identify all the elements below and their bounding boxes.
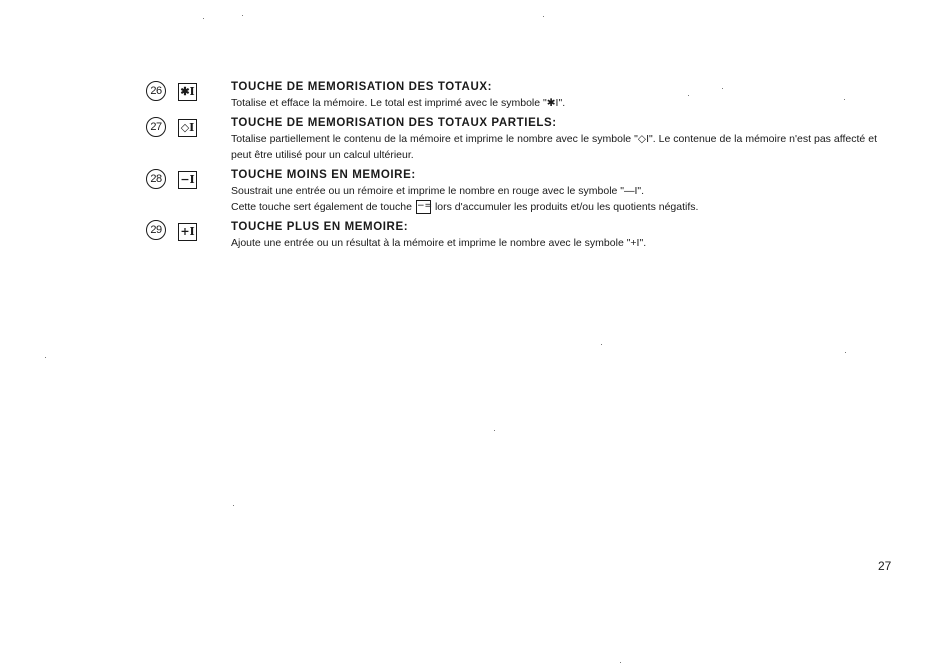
- scan-speck: [494, 430, 495, 431]
- scan-speck: [722, 88, 723, 89]
- entry-heading: TOUCHE PLUS EN MEMOIRE:: [231, 221, 409, 233]
- scan-speck: [845, 352, 846, 353]
- page-number: 27: [878, 559, 892, 573]
- entry-body: Ajoute une entrée ou un résultat à la mémoire et imprime le nombre avec le symbole "+I".: [231, 237, 647, 249]
- entry-body-second-line: [231, 199, 877, 215]
- entry-text: [231, 220, 877, 251]
- scan-speck: [844, 99, 845, 100]
- key-symbol-icon: ◇I: [178, 119, 197, 137]
- entry-heading: TOUCHE MOINS EN MEMOIRE:: [231, 169, 416, 181]
- key-symbol-icon: −I: [178, 171, 197, 189]
- entry-text: [231, 116, 877, 163]
- entry-heading: TOUCHE DE MEMORISATION DES TOTAUX:: [231, 81, 493, 93]
- key-symbol-icon: +I: [178, 223, 197, 241]
- entry-heading: TOUCHE DE MEMORISATION DES TOTAUX PARTIELS:: [231, 117, 557, 129]
- key-symbol-icon: ✱I: [178, 83, 197, 101]
- entry-body-text: Cette touche sert également de touche: [231, 201, 412, 213]
- scan-speck: [688, 95, 689, 96]
- scan-speck: [620, 662, 621, 663]
- item-number-badge: 26: [146, 81, 166, 101]
- entry-body: Totalise et efface la mémoire. Le total est imprimé avec le symbole "✱I".: [231, 97, 566, 109]
- entry-text: [231, 80, 877, 111]
- entry-body: Totalise partiellement le contenu de la mémoire et imprime le nombre avec le symbole "◇I". Le contenue de la mémoire n'est pas affecté et peut être utilisé pour un calcul ultérieur.: [231, 133, 877, 161]
- scan-speck: [45, 357, 46, 358]
- scan-speck: [203, 18, 204, 19]
- scan-speck: [242, 15, 243, 16]
- item-number-badge: 28: [146, 169, 166, 189]
- scan-speck: [601, 344, 602, 345]
- entry-body: Soustrait une entrée ou un rémoire et imprime le nombre en rouge avec le symbole "—I".: [231, 185, 645, 197]
- scan-speck: [233, 505, 234, 506]
- item-number-badge: 27: [146, 117, 166, 137]
- item-number-badge: 29: [146, 220, 166, 240]
- entry-text: [231, 168, 877, 215]
- entry-body-text: lors d'accumuler les produits et/ou les quotients négatifs.: [434, 201, 699, 213]
- scan-speck: [543, 16, 544, 17]
- minus-equals-key-icon: −=: [416, 200, 431, 214]
